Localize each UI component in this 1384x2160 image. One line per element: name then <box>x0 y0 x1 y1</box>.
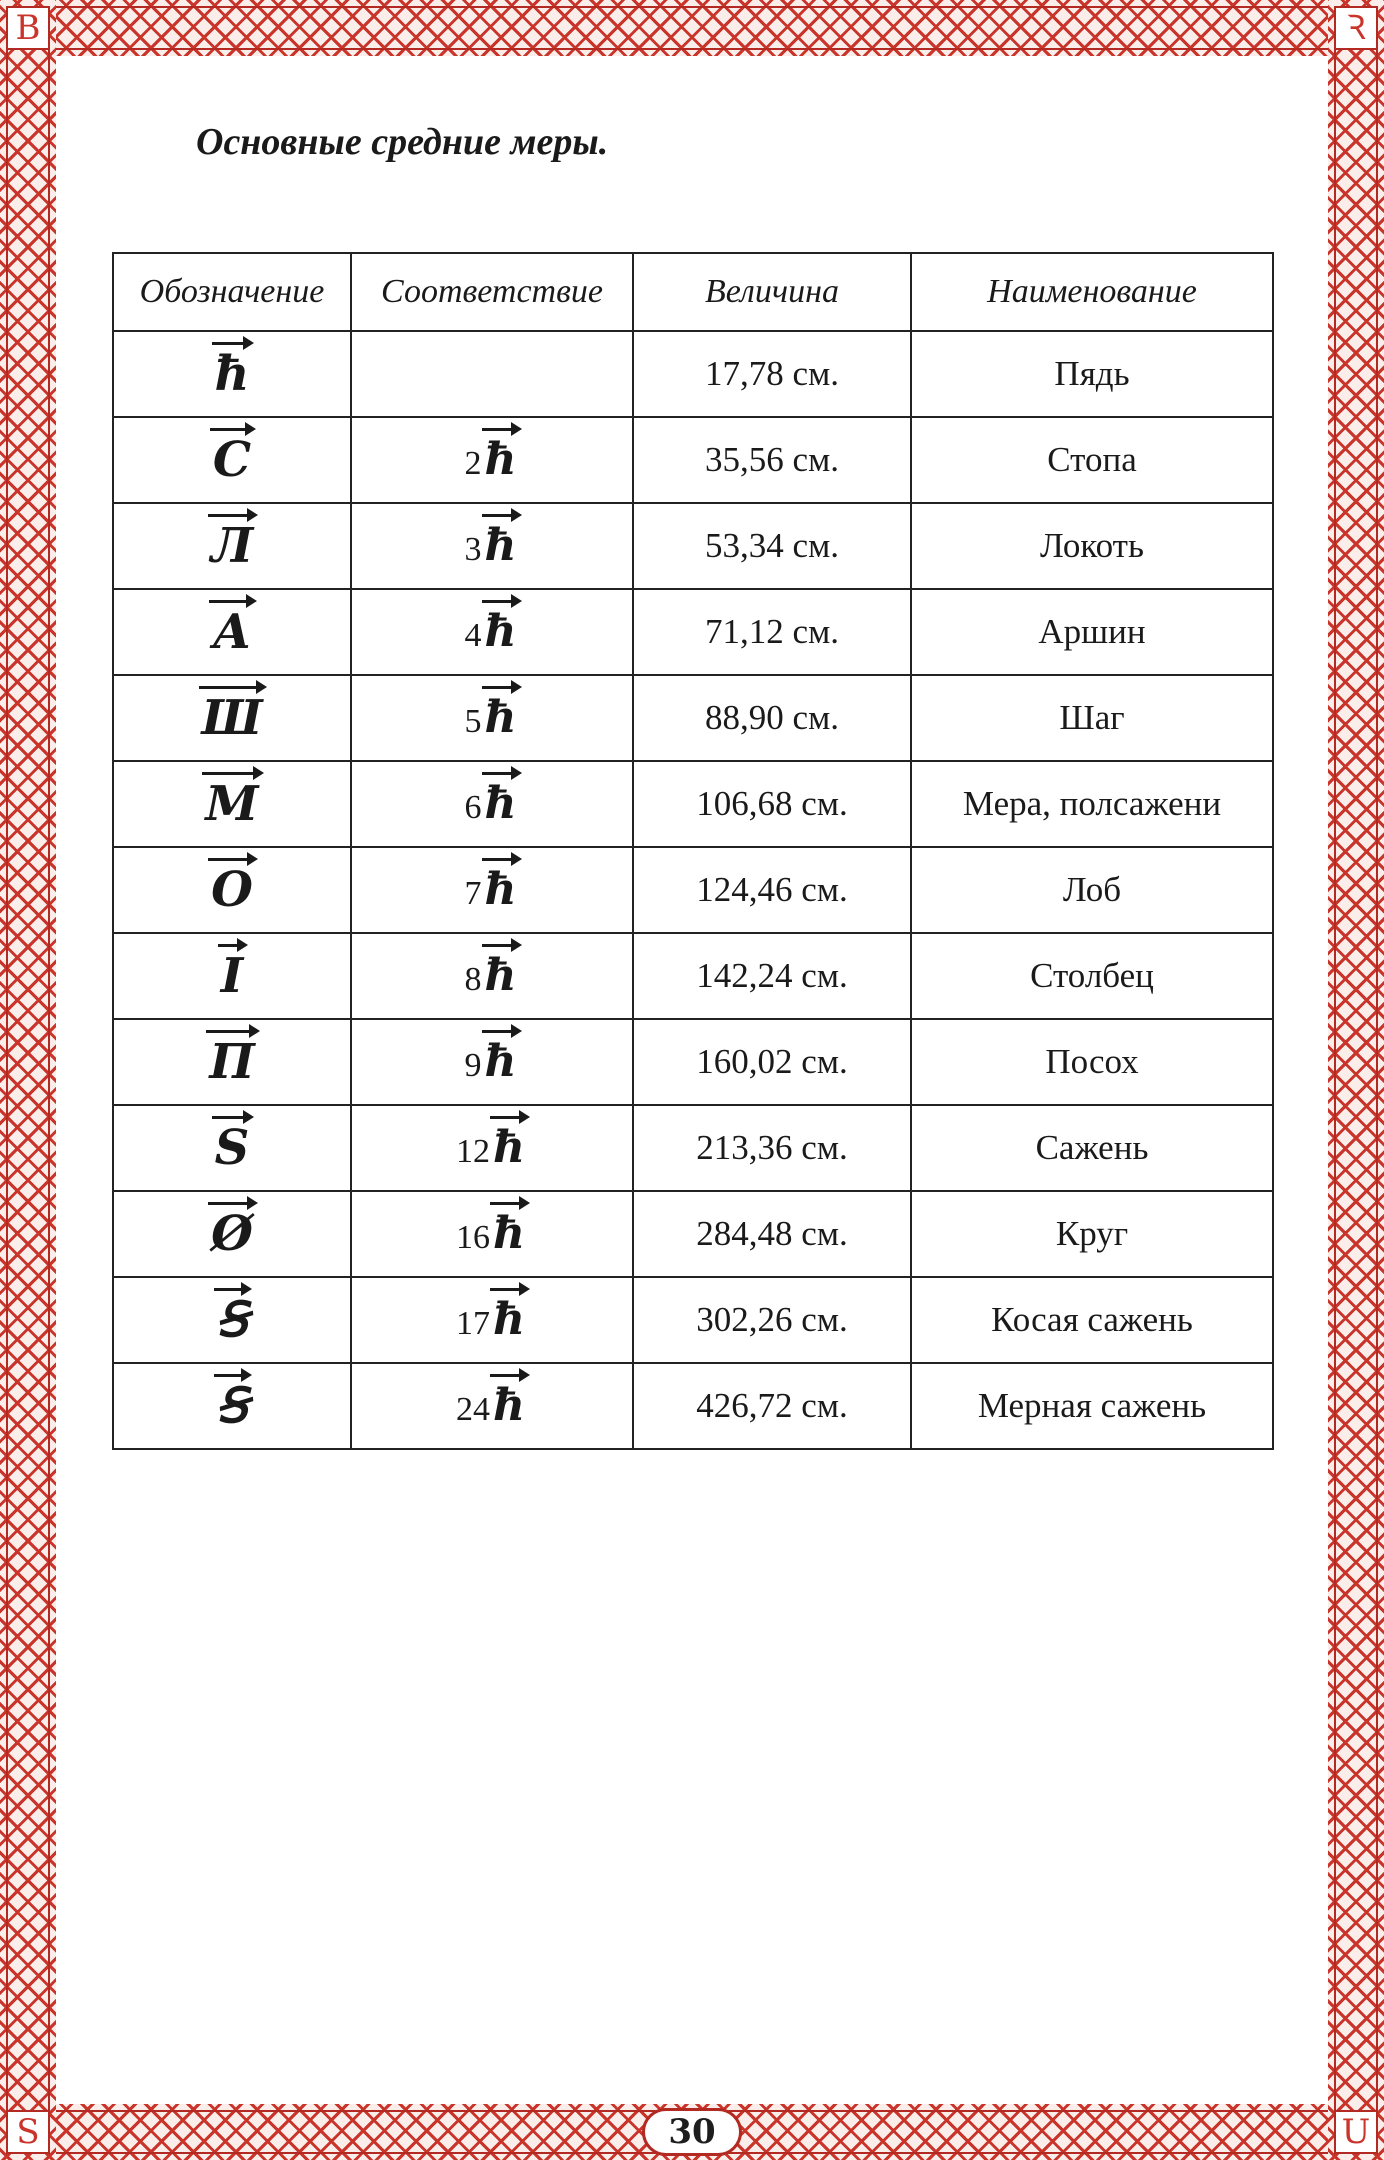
measure-symbol: Ꞩ <box>214 1378 250 1434</box>
measure-symbol: Ø <box>208 1206 256 1262</box>
designation-cell <box>113 417 351 503</box>
unit-symbol: ħ <box>482 1034 520 1090</box>
correspondence-cell <box>351 1363 633 1449</box>
measure-symbol: І <box>218 948 246 1004</box>
table-row <box>113 1191 1273 1277</box>
designation-cell <box>113 1019 351 1105</box>
magnitude-cell: 160,02 см. <box>633 1019 911 1105</box>
table-row <box>113 933 1273 1019</box>
column-header-name: Наименование <box>911 253 1273 331</box>
table-row <box>113 1105 1273 1191</box>
column-header-correspondence: Соответствие <box>351 253 633 331</box>
correspondence-factor: 7 <box>464 875 482 912</box>
table-row <box>113 503 1273 589</box>
correspondence-cell <box>351 847 633 933</box>
ornamental-border-right <box>1328 0 1384 2160</box>
page-number: 30 <box>642 2108 742 2156</box>
correspondence-factor: 3 <box>464 531 482 568</box>
corner-letter-top-right: Ꝛ <box>1334 6 1378 50</box>
measure-name-cell: Стопа <box>911 417 1273 503</box>
ornamental-border-left <box>0 0 56 2160</box>
measure-name-cell: Мерная сажень <box>911 1363 1273 1449</box>
measure-symbol: Ш <box>199 690 266 746</box>
measure-symbol: О <box>208 862 256 918</box>
measure-name-cell: Посох <box>911 1019 1273 1105</box>
unit-symbol: ħ <box>490 1292 528 1348</box>
table-row <box>113 1363 1273 1449</box>
designation-cell <box>113 1105 351 1191</box>
magnitude-cell: 71,12 см. <box>633 589 911 675</box>
magnitude-cell: 426,72 см. <box>633 1363 911 1449</box>
unit-symbol: ħ <box>490 1120 528 1176</box>
correspondence-cell <box>351 933 633 1019</box>
correspondence-cell <box>351 589 633 675</box>
column-header-magnitude: Величина <box>633 253 911 331</box>
unit-symbol: ħ <box>490 1378 528 1434</box>
correspondence-cell <box>351 331 633 417</box>
table-row <box>113 589 1273 675</box>
table-header-row <box>113 253 1273 331</box>
table-row <box>113 1019 1273 1105</box>
correspondence-factor: 5 <box>464 703 482 740</box>
table-row <box>113 331 1273 417</box>
magnitude-cell: 88,90 см. <box>633 675 911 761</box>
correspondence-cell <box>351 1191 633 1277</box>
page-title: Основные средние меры. <box>196 121 609 163</box>
magnitude-cell: 142,24 см. <box>633 933 911 1019</box>
ornamental-border-top <box>0 0 1384 56</box>
measure-symbol: S <box>212 1120 253 1176</box>
designation-cell <box>113 589 351 675</box>
measure-name-cell: Пядь <box>911 331 1273 417</box>
measure-name-cell: Мера, полсажени <box>911 761 1273 847</box>
measure-name-cell: Локоть <box>911 503 1273 589</box>
correspondence-cell <box>351 761 633 847</box>
correspondence-cell <box>351 675 633 761</box>
magnitude-cell: 35,56 см. <box>633 417 911 503</box>
measure-name-cell: Столбец <box>911 933 1273 1019</box>
magnitude-cell: 284,48 см. <box>633 1191 911 1277</box>
corner-letter-top-left: B <box>6 6 50 50</box>
correspondence-factor: 16 <box>456 1219 490 1256</box>
designation-cell <box>113 503 351 589</box>
table-row <box>113 675 1273 761</box>
correspondence-factor: 4 <box>464 617 482 654</box>
designation-cell <box>113 933 351 1019</box>
designation-cell <box>113 331 351 417</box>
designation-cell <box>113 675 351 761</box>
unit-symbol: ħ <box>482 690 520 746</box>
correspondence-cell <box>351 1277 633 1363</box>
designation-cell <box>113 1363 351 1449</box>
column-header-designation: Обозначение <box>113 253 351 331</box>
correspondence-factor: 24 <box>456 1391 490 1428</box>
correspondence-factor: 2 <box>464 445 482 482</box>
magnitude-cell: 124,46 см. <box>633 847 911 933</box>
magnitude-cell: 213,36 см. <box>633 1105 911 1191</box>
table-row <box>113 417 1273 503</box>
correspondence-factor: 9 <box>464 1047 482 1084</box>
measures-table-body <box>113 331 1273 1449</box>
measure-symbol: ħ <box>212 346 253 402</box>
unit-symbol: ħ <box>490 1206 528 1262</box>
measure-symbol: Л <box>208 518 256 574</box>
measure-symbol: Ꞩ <box>214 1292 250 1348</box>
measure-name-cell: Косая сажень <box>911 1277 1273 1363</box>
unit-symbol: ħ <box>482 948 520 1004</box>
table-row <box>113 761 1273 847</box>
magnitude-cell: 53,34 см. <box>633 503 911 589</box>
table-row <box>113 847 1273 933</box>
correspondence-factor: 6 <box>464 789 482 826</box>
designation-cell <box>113 1191 351 1277</box>
designation-cell <box>113 847 351 933</box>
unit-symbol: ħ <box>482 862 520 918</box>
unit-symbol: ħ <box>482 518 520 574</box>
unit-symbol: ħ <box>482 604 520 660</box>
magnitude-cell: 17,78 см. <box>633 331 911 417</box>
correspondence-cell <box>351 1105 633 1191</box>
correspondence-cell <box>351 503 633 589</box>
measure-name-cell: Лоб <box>911 847 1273 933</box>
correspondence-factor: 12 <box>456 1133 490 1170</box>
unit-symbol: ħ <box>482 776 520 832</box>
measure-symbol: А <box>209 604 254 660</box>
measure-name-cell: Шаг <box>911 675 1273 761</box>
magnitude-cell: 106,68 см. <box>633 761 911 847</box>
designation-cell <box>113 1277 351 1363</box>
measure-symbol: М <box>202 776 261 832</box>
corner-letter-bottom-left: S <box>6 2110 50 2154</box>
magnitude-cell: 302,26 см. <box>633 1277 911 1363</box>
unit-symbol: ħ <box>482 432 520 488</box>
correspondence-factor: 17 <box>456 1305 490 1342</box>
table-row <box>113 1277 1273 1363</box>
correspondence-cell <box>351 1019 633 1105</box>
correspondence-cell <box>351 417 633 503</box>
measure-name-cell: Сажень <box>911 1105 1273 1191</box>
correspondence-factor: 8 <box>464 961 482 998</box>
measures-table <box>112 252 1274 1450</box>
corner-letter-bottom-right: U <box>1334 2110 1378 2154</box>
measure-symbol: П <box>206 1034 257 1090</box>
measure-name-cell: Аршин <box>911 589 1273 675</box>
measure-name-cell: Круг <box>911 1191 1273 1277</box>
designation-cell <box>113 761 351 847</box>
measure-symbol: С <box>210 432 254 488</box>
